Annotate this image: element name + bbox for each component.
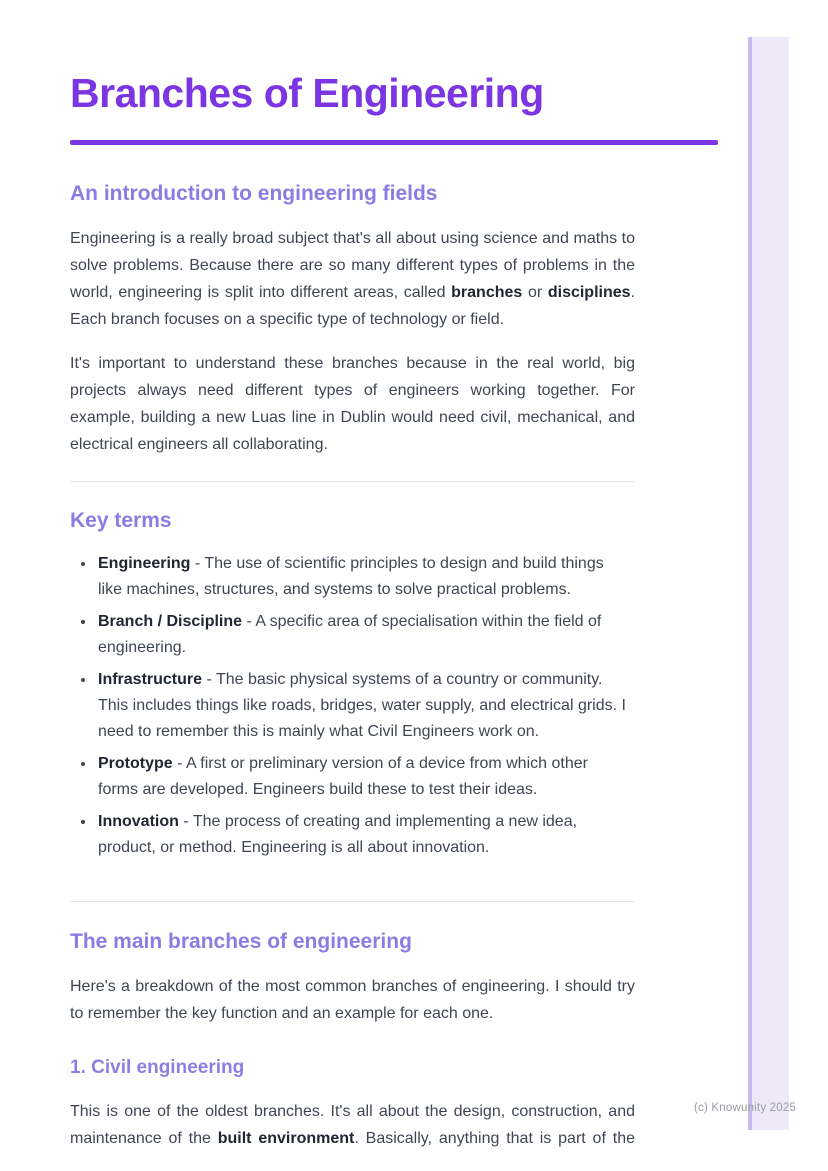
intro-paragraph-2: It's important to understand these branches because in the real world, big projects always need different types of engineers working together. For example, building a new Luas line in Dublin would need civil, mechanical, and electrical engineers all collaborating.: [70, 355, 635, 453]
section-divider: [70, 901, 635, 902]
section-heading-intro: An introduction to engineering fields: [70, 182, 438, 205]
list-item-engineering: • Engineering - The use of scientific principles to design and build things like machines, structures, and systems to solve practical problems.: [96, 551, 630, 603]
intro-paragraph-1: Engineering is a really broad subject that's all about using science and maths to solve problems. Because there are so many different types of problems in the world, engineering is split into different areas, called branches or disciplines. Each branch focuses on a specific type of technology or field.: [70, 230, 635, 328]
section-heading-main-branches: The main branches of engineering: [70, 930, 412, 953]
list-item-infrastructure: • Infrastructure - The basic physical systems of a country or community. This includes things like roads, bridges, water supply, and electrical grids. I need to remember this is mainly what Civil Engineers work on.: [96, 667, 630, 745]
list-item-prototype: • Prototype - A first or preliminary version of a device from which other forms are developed. Engineers build these to test their ideas.: [96, 751, 630, 803]
section-divider: [70, 481, 635, 482]
civil-engineering-paragraph: This is one of the oldest branches. It's all about the design, construction, and maintenance of the built environment. Basically, anything that is part of the: [70, 1103, 635, 1147]
page-title: Branches of Engineering: [70, 70, 544, 116]
document-content: [70, 0, 720, 1152]
subsection-heading-civil: 1. Civil engineering: [70, 1057, 245, 1078]
title-rule: [70, 140, 718, 145]
watermark: (c) Knowunity 2025: [694, 1102, 797, 1114]
list-item-innovation: • Innovation - The process of creating and implementing a new idea, product, or method. Engineering is all about innovation.: [96, 809, 630, 861]
side-accent-bar: [748, 37, 789, 1130]
key-terms-list: [70, 551, 630, 861]
section-heading-key-terms: Key terms: [70, 509, 172, 532]
main-branches-intro-paragraph: Here's a breakdown of the most common branches of engineering. I should try to remember the key function and an example for each one.: [70, 978, 635, 1022]
list-item-branch-discipline: • Branch / Discipline - A specific area of specialisation within the field of engineering.: [96, 609, 630, 661]
